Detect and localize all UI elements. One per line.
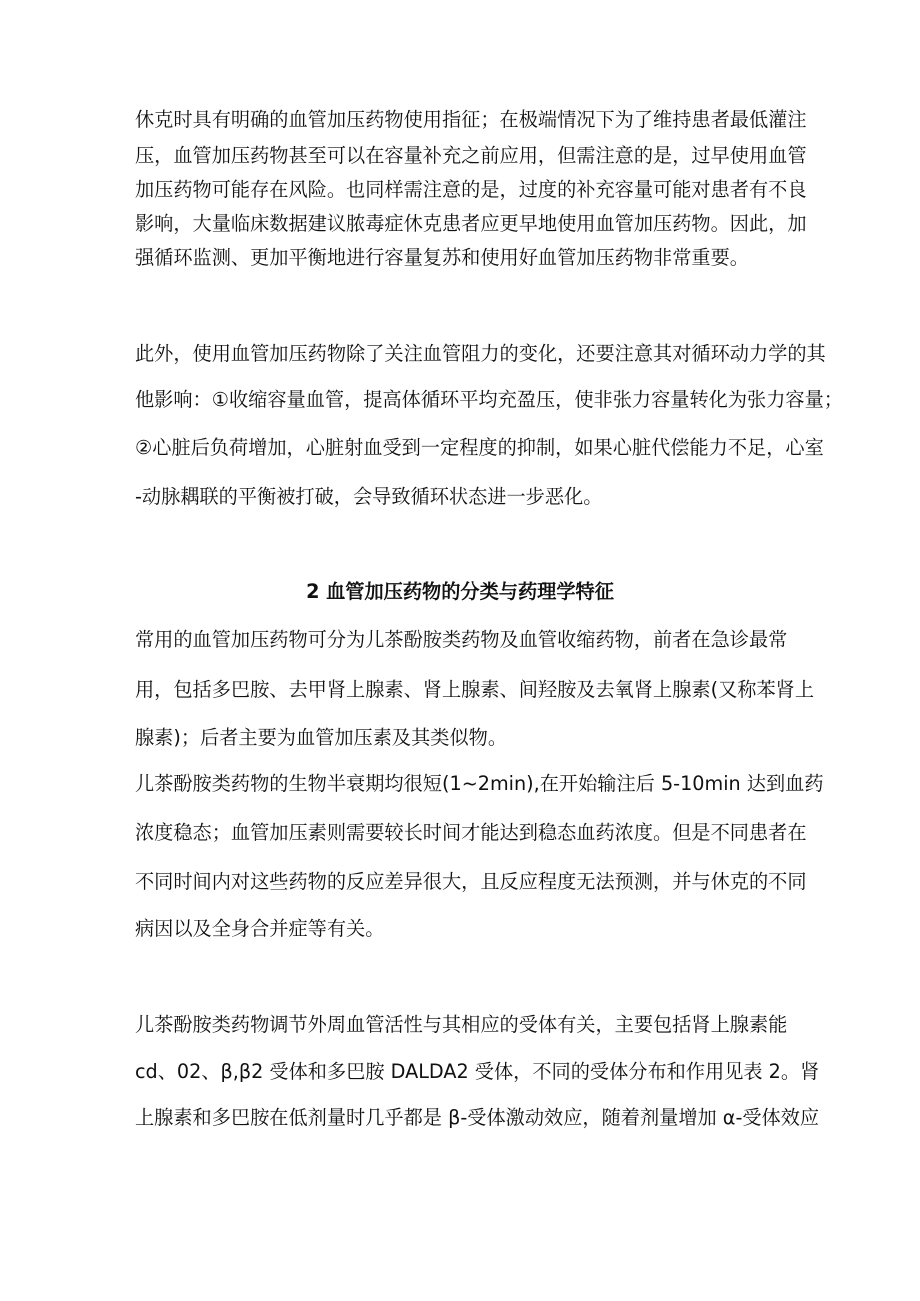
text-line: 不同时间内对这些药物的反应差异很大，且反应程度无法预测，并与休克的不同 — [135, 870, 807, 893]
text-line: 病因以及全身合并症等有关。 — [135, 917, 385, 940]
text-line: 影响，大量临床数据建议脓毒症休克患者应更早地使用血管加压药物。因此，加 — [135, 212, 807, 235]
text-line: 上腺素和多巴胺在低剂量时几乎都是 β-受体激动效应，随着剂量增加 α-受体效应 — [135, 1106, 820, 1129]
text-line: 强循环监测、更加平衡地进行容量复苏和使用好血管加压药物非常重要。 — [135, 246, 749, 269]
text-line: 他影响：①收缩容量血管，提高体循环平均充盈压，使非张力容量转化为张力容量； — [135, 388, 843, 411]
text-line: 用，包括多巴胺、去甲肾上腺素、肾上腺素、间羟胺及去氧肾上腺素(又称苯肾上 — [135, 678, 815, 701]
text-line: ②心脏后负荷增加，心脏射血受到一定程度的抑制，如果心脏代偿能力不足，心室 — [135, 436, 824, 459]
text-line: 此外，使用血管加压药物除了关注血管阻力的变化，还要注意其对循环动力学的其 — [135, 342, 826, 365]
text-line: 压，血管加压药物甚至可以在容量补充之前应用，但需注意的是，过早使用血管 — [135, 144, 807, 167]
text-line: 常用的血管加压药物可分为儿茶酚胺类药物及血管收缩药物，前者在急诊最常 — [135, 628, 788, 651]
text-line: 休克时具有明确的血管加压药物使用指征；在极端情况下为了维持患者最低灌注 — [135, 108, 807, 131]
text-line: 腺素)；后者主要为血管加压素及其类似物。 — [135, 726, 508, 749]
text-line: cd、02、β,β2 受体和多巴胺 DALDA2 受体，不同的受体分布和作用见表 2。肾 — [135, 1060, 820, 1083]
text-line: 加压药物可能存在风险。也同样需注意的是，过度的补充容量可能对患者有不良 — [135, 178, 807, 201]
text-line: 儿茶酚胺类药物的生物半衰期均很短(1~2min),在开始输注后 5-10min 达到血药 — [135, 772, 824, 795]
text-line: 儿茶酚胺类药物调节外周血管活性与其相应的受体有关，主要包括肾上腺素能 — [135, 1013, 788, 1036]
text-line: 浓度稳态；血管加压素则需要较长时间才能达到稳态血药浓度。但是不同患者在 — [135, 821, 807, 844]
text-line: -动脉耦联的平衡被打破，会导致循环状态进一步恶化。 — [135, 485, 603, 508]
section-heading: 2 血管加压药物的分类与药理学特征 — [306, 580, 614, 603]
